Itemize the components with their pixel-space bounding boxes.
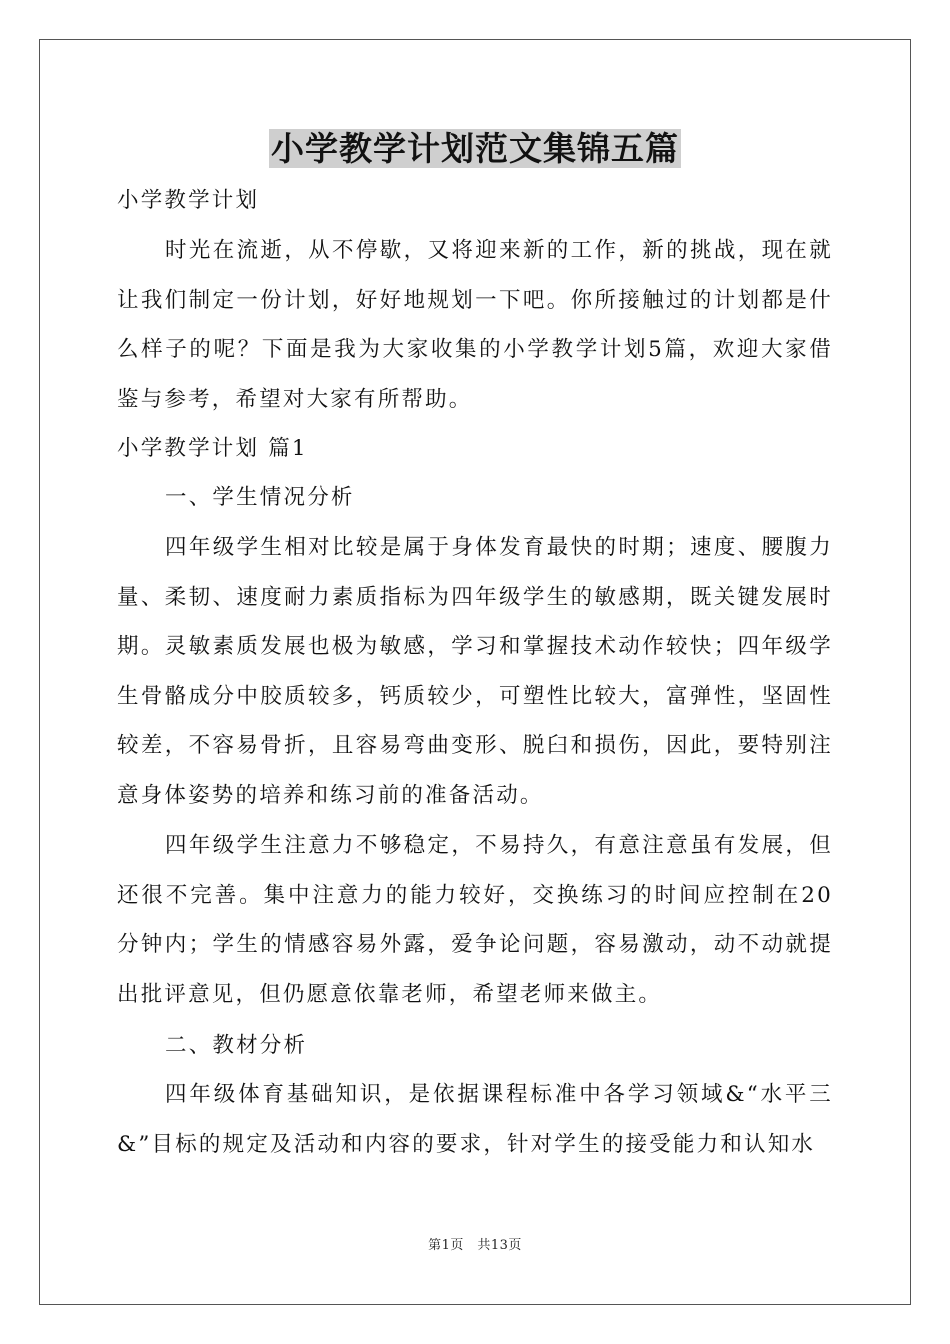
document-title — [117, 124, 833, 174]
intro-paragraph: 时光在流逝，从不停歇，又将迎来新的工作，新的挑战，现在就让我们制定一份计划，好好地规划一下吧。你所接触过的计划都是什么样子的呢？下面是我为大家收集的小学教学计划5篇，欢迎大家借鉴与参考，希望对大家有所帮助。 — [117, 238, 833, 412]
section-heading-main: 小学教学计划 — [117, 188, 260, 213]
paragraph-material: 四年级体育基础知识，是依据课程标准中各学习领域&“水平三&”目标的规定及活动和内容的要求，针对学生的接受能力和认知水 — [117, 1082, 833, 1157]
subheading-student-analysis: 一、学生情况分析 — [165, 485, 355, 510]
paragraph-student-attention: 四年级学生注意力不够稳定，不易持久，有意注意虽有发展，但还很不完善。集中注意力的能力较好，交换练习的时间应控制在20分钟内；学生的情感容易外露，爱争论问题，容易激动，动不动就提出批评意见，但仍愿意依靠老师，希望老师来做主。 — [117, 833, 833, 1007]
section-heading-part1: 小学教学计划 篇1 — [117, 436, 308, 461]
document-title-text: 小学教学计划范文集锦五篇 — [271, 129, 679, 168]
subheading-material-analysis: 二、教材分析 — [165, 1033, 308, 1058]
page-footer: 第1页 共13页 — [428, 1238, 522, 1253]
paragraph-student-physical: 四年级学生相对比较是属于身体发育最快的时期；速度、腰腹力量、柔韧、速度耐力素质指标为四年级学生的敏感期，既关键发展时期。灵敏素质发展也极为敏感，学习和掌握技术动作较快；四年级学生骨骼成分中胶质较多，钙质较少，可塑性比较大，富弹性，坚固性较差，不容易骨折，且容易弯曲变形、脱臼和损伤，因此，要特别注意身体姿势的培养和练习前的准备活动。 — [117, 535, 833, 808]
